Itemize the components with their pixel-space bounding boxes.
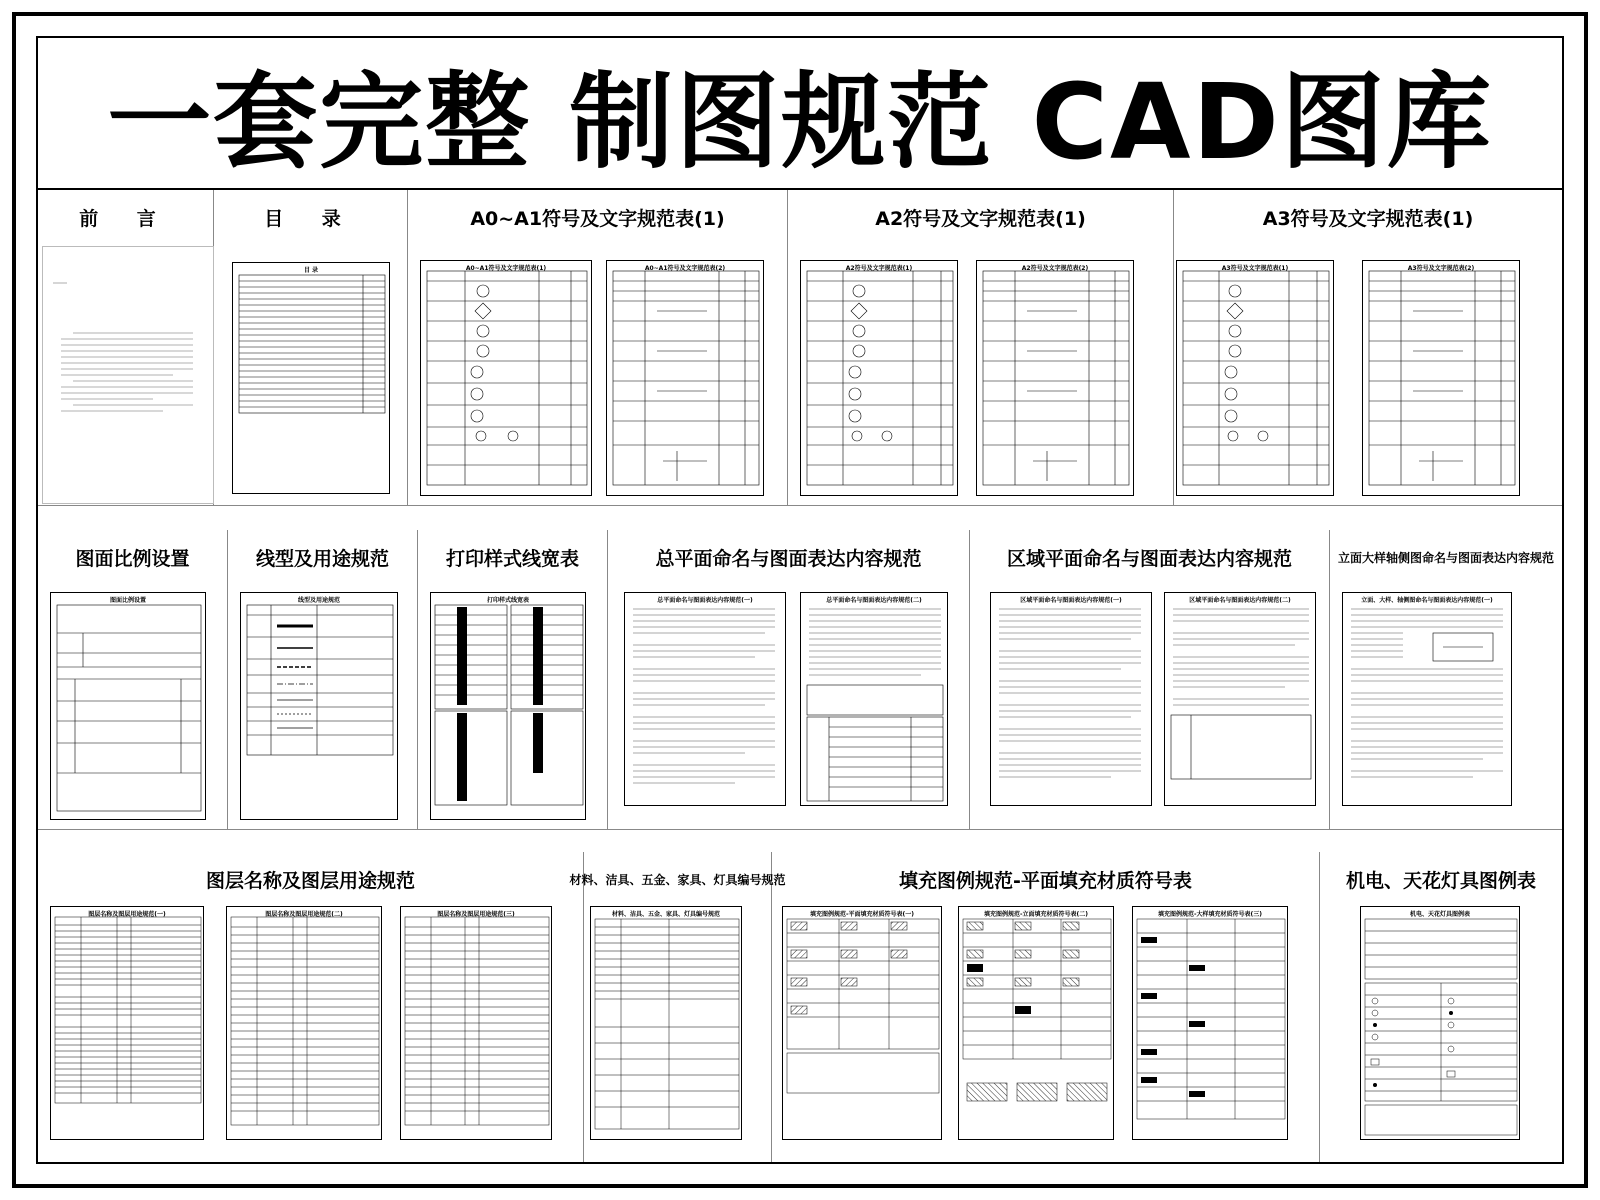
sheet-elevation-1 (1342, 592, 1512, 806)
sheet-layers-2 (226, 906, 382, 1140)
section-title-elevation: 立面大样轴侧图命名与图面表达内容规范 (1337, 550, 1554, 565)
page-title: 一套完整 制图规范 CAD图库 (107, 61, 1493, 183)
linetype-table (241, 593, 398, 820)
siteplan-text-2 (801, 593, 948, 806)
sheet-title-layers-2: 图层名称及图层用途规范(二) (265, 911, 343, 918)
sheet-title-materials: 材料、洁具、五金、家具、灯具编号规范 (611, 911, 720, 918)
layers-table-1 (51, 907, 204, 1140)
sheet-title-a3-1: A3符号及文字规范表(1) (1221, 265, 1289, 272)
sheet-areaplan-1 (990, 592, 1152, 806)
sheet-title-areaplan-1: 区域平面命名与图面表达内容规范(一) (1020, 597, 1122, 604)
hatch-table-3 (1133, 907, 1288, 1140)
section-title-areaplan: 区域平面命名与图面表达内容规范 (1006, 547, 1292, 570)
sheet-scale (50, 592, 206, 820)
sheet-title-layers-3: 图层名称及图层用途规范(三) (437, 911, 515, 918)
sheet-title-lighting: 机电、天花灯具图例表 (1409, 911, 1470, 918)
sheet-siteplan-2 (800, 592, 948, 806)
preface-text-lines (43, 247, 214, 504)
sheet-title-a2-1: A2符号及文字规范表(1) (845, 265, 913, 272)
symbol-table-a2-2 (977, 261, 1134, 496)
sheet-a0a1-2 (606, 260, 764, 496)
sheet-materials (590, 906, 742, 1140)
areaplan-text-2 (1165, 593, 1316, 806)
sheet-siteplan-1 (624, 592, 786, 806)
section-title-lighting: 机电、天花灯具图例表 (1345, 869, 1536, 892)
section-title-siteplan: 总平面命名与图面表达内容规范 (655, 547, 922, 570)
symbol-table-a2-1 (801, 261, 958, 496)
sheet-hatch-2 (958, 906, 1114, 1140)
section-title-linetype: 线型及用途规范 (255, 547, 389, 570)
plotstyle-table (431, 593, 586, 820)
sheet-lighting (1360, 906, 1520, 1140)
sheet-a2-2 (976, 260, 1134, 496)
sheet-plotstyle (430, 592, 586, 820)
symbol-table-a3-2 (1363, 261, 1520, 496)
hatch-table-2 (959, 907, 1114, 1140)
sheet-linetype (240, 592, 398, 820)
section-title-a3: A3符号及文字规范表(1) (1262, 207, 1474, 230)
sheet-hatch-3 (1132, 906, 1288, 1140)
areaplan-text-1 (991, 593, 1152, 806)
sheet-title-hatch-3: 填充图例规范-大样填充材质符号表(三) (1158, 911, 1262, 918)
sheet-title-plotstyle: 打印样式线宽表 (486, 597, 529, 604)
sheet-layers-1 (50, 906, 204, 1140)
sheet-title-a0a1-1: A0~A1符号及文字规范表(1) (465, 265, 547, 272)
sheet-title-siteplan-2: 总平面命名与图面表达内容规范(二) (826, 597, 922, 604)
sheet-preface (42, 246, 214, 504)
section-title-preface: 前 言 (79, 207, 172, 230)
sheet-title-elevation-1: 立面、大样、轴侧图命名与图面表达内容规范(一) (1361, 597, 1493, 604)
sheet-title-contents: 目 录 (303, 267, 319, 274)
sheet-title-linetype: 线型及用途规范 (297, 597, 340, 604)
section-title-layers: 图层名称及图层用途规范 (205, 869, 415, 892)
sheet-contents (232, 262, 390, 494)
sheet-a2-1 (800, 260, 958, 496)
sheet-hatch-1 (782, 906, 942, 1140)
symbol-table-a0a1-2 (607, 261, 764, 496)
contents-table (233, 263, 390, 494)
sheet-a0a1-1 (420, 260, 592, 496)
layers-table-3 (401, 907, 552, 1140)
materials-table (591, 907, 742, 1140)
sheet-title-areaplan-2: 区域平面命名与图面表达内容规范(二) (1189, 597, 1291, 604)
section-title-hatch: 填充图例规范-平面填充材质符号表 (899, 869, 1192, 892)
sheet-a3-2 (1362, 260, 1520, 496)
sheet-title-scale: 图面比例设置 (109, 597, 146, 604)
symbol-table-a0a1-1 (421, 261, 592, 496)
section-title-a2: A2符号及文字规范表(1) (875, 207, 1086, 230)
hatch-table-1 (783, 907, 942, 1140)
sheet-title-layers-1: 图层名称及图层用途规范(一) (88, 911, 166, 918)
section-title-materials: 材料、洁具、五金、家具、灯具编号规范 (569, 872, 786, 887)
section-title-a0a1: A0~A1符号及文字规范表(1) (470, 207, 725, 230)
sheet-a3-1 (1176, 260, 1334, 496)
layers-table-2 (227, 907, 382, 1140)
sheet-title-hatch-1: 填充图例规范-平面填充材质符号表(一) (810, 911, 914, 918)
section-title-contents: 目 录 (264, 207, 357, 230)
sheet-title-siteplan-1: 总平面命名与图面表达内容规范(一) (657, 597, 753, 604)
scale-table (51, 593, 206, 820)
sheet-title-hatch-2: 填充图例规范-立面填充材质符号表(二) (984, 911, 1088, 918)
section-title-plotstyle: 打印样式线宽表 (445, 547, 579, 570)
sheet-title-a0a1-2: A0~A1符号及文字规范表(2) (644, 265, 726, 272)
elevation-text-1 (1343, 593, 1512, 806)
lighting-table (1361, 907, 1520, 1140)
symbol-table-a3-1 (1177, 261, 1334, 496)
section-title-scale: 图面比例设置 (75, 547, 190, 570)
sheet-layers-3 (400, 906, 552, 1140)
sheet-areaplan-2 (1164, 592, 1316, 806)
sheet-title-a2-2: A2符号及文字规范表(2) (1021, 265, 1089, 272)
sheet-title-a3-2: A3符号及文字规范表(2) (1407, 265, 1475, 272)
siteplan-text-1 (625, 593, 786, 806)
